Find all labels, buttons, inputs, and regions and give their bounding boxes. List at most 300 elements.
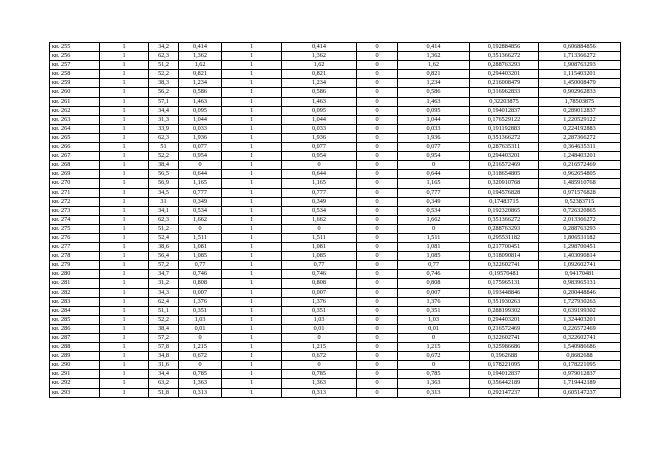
table-cell: 0,007	[282, 288, 357, 297]
table-cell: 38,4	[149, 324, 179, 333]
table-cell: 0,821	[179, 70, 222, 79]
table-cell: 1	[100, 61, 149, 70]
table-cell: 1	[100, 261, 149, 270]
table-cell: 1	[222, 79, 282, 88]
table-cell: 1	[222, 61, 282, 70]
table-cell: 0	[357, 315, 398, 324]
table-cell: кв. 280	[50, 270, 100, 279]
table-cell: 62,4	[149, 297, 179, 306]
table-cell: 34,2	[149, 43, 179, 52]
table-cell: 1	[222, 361, 282, 370]
table-cell: кв. 270	[50, 179, 100, 188]
table-row	[50, 79, 621, 88]
table-cell: 1	[222, 315, 282, 324]
table-cell: 0	[398, 161, 470, 170]
table-cell: 1,376	[398, 297, 470, 306]
table-cell: 0,322602741	[470, 334, 539, 343]
table-cell: 0,313	[282, 388, 357, 397]
table-cell: 0,954	[282, 152, 357, 161]
table-cell: 0,77	[179, 261, 222, 270]
table-cell: 1	[222, 197, 282, 206]
table-cell: 1	[100, 324, 149, 333]
table-cell: 0,349	[179, 197, 222, 206]
table-cell: 0	[282, 334, 357, 343]
table-cell: кв. 282	[50, 288, 100, 297]
table-cell: 1	[222, 388, 282, 397]
table-cell: 0,288763293	[470, 61, 539, 70]
table-cell: 56,5	[149, 170, 179, 179]
table-row	[50, 133, 621, 142]
table-cell: 0,351	[398, 306, 470, 315]
table-cell: 0,217700451	[470, 243, 539, 252]
table-cell: 1	[222, 206, 282, 215]
table-cell: 0,077	[282, 143, 357, 152]
table-cell: 1	[222, 133, 282, 142]
table-cell: 0,01	[282, 324, 357, 333]
table-cell: 1	[100, 233, 149, 242]
table-cell: 0	[398, 224, 470, 233]
table-cell: 1,363	[398, 379, 470, 388]
table-cell: 0	[357, 143, 398, 152]
table-cell: 1	[100, 79, 149, 88]
table-cell: 0,288763293	[539, 224, 621, 233]
table-cell: 0,193448846	[470, 288, 539, 297]
table-cell: 0,01	[398, 324, 470, 333]
table-cell: 0,288199302	[470, 306, 539, 315]
table-cell: 38,4	[149, 161, 179, 170]
table-cell: 1	[100, 252, 149, 261]
table-cell: 34,7	[149, 270, 179, 279]
table-cell: кв. 287	[50, 334, 100, 343]
table-row	[50, 124, 621, 133]
table-cell: кв. 257	[50, 61, 100, 70]
table-cell: 1	[222, 97, 282, 106]
table-cell: 1	[222, 143, 282, 152]
table-cell: 0,672	[179, 352, 222, 361]
table-cell: 52,4	[149, 233, 179, 242]
table-row	[50, 143, 621, 152]
table-cell: 0,216008479	[470, 79, 539, 88]
table-cell: кв. 266	[50, 143, 100, 152]
table-cell: 31	[149, 197, 179, 206]
table-cell: кв. 272	[50, 197, 100, 206]
table-cell: 0,287635311	[470, 143, 539, 152]
table-cell: 0,356442189	[470, 379, 539, 388]
table-cell: 0,007	[179, 288, 222, 297]
table-cell: 1,165	[398, 179, 470, 188]
table-cell: 0,325986686	[470, 343, 539, 352]
table-cell: кв. 275	[50, 224, 100, 233]
table-cell: 1,936	[282, 133, 357, 142]
table-cell: 0,320910768	[470, 179, 539, 188]
table-cell: 1	[100, 243, 149, 252]
table-cell: 1,662	[398, 215, 470, 224]
table-cell: 1,62	[179, 61, 222, 70]
table-row	[50, 179, 621, 188]
table-cell: 1	[100, 115, 149, 124]
table-cell: 0,821	[398, 70, 470, 79]
table-cell: 0,971576828	[539, 188, 621, 197]
table-row	[50, 252, 621, 261]
table-cell: кв. 285	[50, 315, 100, 324]
table-cell: 1,463	[282, 97, 357, 106]
table-cell: 1	[222, 224, 282, 233]
table-cell: 1,376	[282, 297, 357, 306]
table-cell: 0,316962833	[470, 88, 539, 97]
table-cell: 0	[357, 97, 398, 106]
table-row	[50, 233, 621, 242]
table-cell: 1,376	[179, 297, 222, 306]
table-cell: кв. 286	[50, 324, 100, 333]
table-cell: 0	[357, 197, 398, 206]
table-cell: 0,777	[282, 188, 357, 197]
table-cell: 1	[222, 170, 282, 179]
table-cell: 62,3	[149, 215, 179, 224]
table-cell: 0,808	[398, 279, 470, 288]
table-cell: 0	[357, 279, 398, 288]
table-cell: 0,351366272	[470, 133, 539, 142]
table-cell: 0	[282, 361, 357, 370]
table-cell: 0,414	[282, 43, 357, 52]
table-cell: 31,3	[149, 115, 179, 124]
table-cell: 1	[222, 161, 282, 170]
table-cell: 0,821	[282, 70, 357, 79]
table-cell: 62,3	[149, 133, 179, 142]
table-cell: 1	[222, 243, 282, 252]
table-cell: 1	[222, 270, 282, 279]
table-cell: 0,01	[179, 324, 222, 333]
table-cell: 0,194012837	[470, 106, 539, 115]
table-cell: 0,954	[179, 152, 222, 161]
table-cell: 1	[100, 352, 149, 361]
table-cell: кв. 292	[50, 379, 100, 388]
table-row	[50, 52, 621, 61]
table-cell: 1,62	[282, 61, 357, 70]
table-body	[50, 43, 621, 398]
table-cell: 0	[179, 161, 222, 170]
table-cell: 0,294403201	[470, 70, 539, 79]
table-cell: 1,215	[282, 343, 357, 352]
table-cell: 0,785	[179, 370, 222, 379]
table-cell: 0,351	[282, 306, 357, 315]
table-cell: 0,1962688	[470, 352, 539, 361]
table-cell: 0,349	[282, 197, 357, 206]
table-cell: 1	[100, 379, 149, 388]
table-cell: 57,2	[149, 334, 179, 343]
table-cell: 0,077	[398, 143, 470, 152]
table-cell: 1,220529122	[539, 115, 621, 124]
table-cell: 1,081	[282, 243, 357, 252]
table-cell: 0,777	[179, 188, 222, 197]
table-cell: 1	[222, 261, 282, 270]
table-cell: 0	[357, 43, 398, 52]
table-cell: 1	[100, 306, 149, 315]
table-cell: 0	[357, 224, 398, 233]
table-cell: 1	[100, 52, 149, 61]
table-cell: кв. 260	[50, 88, 100, 97]
table-cell: 1,234	[398, 79, 470, 88]
table-cell: 51,8	[149, 388, 179, 397]
table-cell: 34,3	[149, 288, 179, 297]
table-cell: 0,17483715	[470, 197, 539, 206]
table-cell: кв. 261	[50, 97, 100, 106]
table-cell: 0,313	[179, 388, 222, 397]
table-cell: кв. 291	[50, 370, 100, 379]
table-cell: 1	[222, 252, 282, 261]
table-cell: 1,662	[179, 215, 222, 224]
table-cell: 1	[100, 170, 149, 179]
table-cell: 34,4	[149, 370, 179, 379]
table-cell: 0	[357, 334, 398, 343]
table-cell: 1	[222, 324, 282, 333]
table-row	[50, 161, 621, 170]
table-cell: 52,2	[149, 70, 179, 79]
table-cell: 33,9	[149, 124, 179, 133]
table-cell: 1	[222, 124, 282, 133]
table-cell: 1,298700451	[539, 243, 621, 252]
table-cell: кв. 293	[50, 388, 100, 397]
table-cell: кв. 278	[50, 252, 100, 261]
table-cell: 1,044	[282, 115, 357, 124]
table-cell: кв. 276	[50, 233, 100, 242]
table-cell: 0	[357, 179, 398, 188]
table-cell: 1	[100, 224, 149, 233]
table-cell: 0,033	[282, 124, 357, 133]
table-cell: 0,534	[282, 206, 357, 215]
table-cell: 0	[179, 334, 222, 343]
table-cell: 0,534	[179, 206, 222, 215]
table-cell: 0,313	[398, 388, 470, 397]
table-cell: 0,033	[398, 124, 470, 133]
table-cell: 0,644	[179, 170, 222, 179]
table-cell: 0,077	[179, 143, 222, 152]
table-cell: 1	[222, 279, 282, 288]
table-cell: 1,248403201	[539, 152, 621, 161]
table-cell: 1	[222, 188, 282, 197]
table-cell: 0,292147237	[470, 388, 539, 397]
table-cell: 1	[100, 370, 149, 379]
table-cell: 0,226572469	[539, 324, 621, 333]
table-cell: кв. 267	[50, 152, 100, 161]
table-cell: 1	[222, 233, 282, 242]
table-cell: 0	[179, 361, 222, 370]
table-cell: кв. 273	[50, 206, 100, 215]
table-cell: 1,540986686	[539, 343, 621, 352]
table-cell: 1	[100, 279, 149, 288]
table-cell: 0,672	[282, 352, 357, 361]
table-cell: 1	[100, 188, 149, 197]
table-cell: 0,033	[179, 124, 222, 133]
table-cell: 1,463	[179, 97, 222, 106]
table-cell: 1,03	[398, 315, 470, 324]
table-cell: 1,234	[179, 79, 222, 88]
table-cell: 0	[357, 297, 398, 306]
table-cell: 0,77	[282, 261, 357, 270]
table-row	[50, 243, 621, 252]
table-cell: 1	[100, 70, 149, 79]
table-cell: 1,362	[179, 52, 222, 61]
table-cell: 0,176529122	[470, 115, 539, 124]
table-cell: 1	[100, 215, 149, 224]
table-cell: 0,294403201	[470, 152, 539, 161]
table-row	[50, 215, 621, 224]
table-cell: 1	[100, 334, 149, 343]
table-cell: 1,044	[179, 115, 222, 124]
table-cell: 1,215	[398, 343, 470, 352]
table-row	[50, 115, 621, 124]
table-cell: 56,4	[149, 252, 179, 261]
table-cell: 1	[222, 370, 282, 379]
table-cell: 1	[222, 297, 282, 306]
table-cell: кв. 268	[50, 161, 100, 170]
table-cell: 1,62	[398, 61, 470, 70]
table-cell: 57,1	[149, 97, 179, 106]
table-cell: 0,785	[398, 370, 470, 379]
table-cell: кв. 256	[50, 52, 100, 61]
table-cell: 0	[357, 361, 398, 370]
table-cell: 1,081	[179, 243, 222, 252]
table-cell: 0,007	[398, 288, 470, 297]
table-cell: 0	[357, 124, 398, 133]
table-cell: 0,954	[398, 152, 470, 161]
table-cell: 0,746	[179, 270, 222, 279]
table-cell: 1	[222, 43, 282, 52]
table-cell: 1	[222, 288, 282, 297]
table-cell: 2,287366272	[539, 133, 621, 142]
table-cell: кв. 262	[50, 106, 100, 115]
table-cell: 1,085	[179, 252, 222, 261]
table-row	[50, 324, 621, 333]
table-cell: 0,94170481	[539, 270, 621, 279]
table-cell: кв. 277	[50, 243, 100, 252]
table-cell: 0,746	[398, 270, 470, 279]
table-cell: 1,03	[282, 315, 357, 324]
table-cell: 34,8	[149, 352, 179, 361]
table-cell: 0	[357, 379, 398, 388]
table-row	[50, 106, 621, 115]
table-cell: 0,726320865	[539, 206, 621, 215]
table-cell: 0	[357, 215, 398, 224]
table-cell: 0,351366272	[470, 215, 539, 224]
table-row	[50, 88, 621, 97]
table-cell: 57,8	[149, 343, 179, 352]
table-cell: 1	[100, 288, 149, 297]
table-cell: 0	[357, 133, 398, 142]
table-cell: 0	[357, 206, 398, 215]
table-cell: 0,746	[282, 270, 357, 279]
table-cell: 1,044	[398, 115, 470, 124]
table-cell: 31,6	[149, 361, 179, 370]
table-cell: 0,095	[282, 106, 357, 115]
table-cell: 0,902962833	[539, 88, 621, 97]
table-cell: 1,081	[398, 243, 470, 252]
table-cell: 0,32203875	[470, 97, 539, 106]
table-cell: 0,192320865	[470, 206, 539, 215]
table-cell: 0	[357, 70, 398, 79]
table-cell: 0,672	[398, 352, 470, 361]
table-cell: 0	[357, 79, 398, 88]
table-row	[50, 70, 621, 79]
table-cell: 0,318654805	[470, 170, 539, 179]
table-cell: 1	[100, 152, 149, 161]
table-cell: 0,216572469	[470, 324, 539, 333]
table-cell: 0,606884856	[539, 43, 621, 52]
table-cell: 52,2	[149, 315, 179, 324]
table-cell: 1,719442189	[539, 379, 621, 388]
table-row	[50, 188, 621, 197]
table-cell: 0,224192883	[539, 124, 621, 133]
table-cell: 0,808	[282, 279, 357, 288]
table-cell: 0,351930263	[470, 297, 539, 306]
table-cell: 1,662	[282, 215, 357, 224]
table-row	[50, 388, 621, 397]
table-cell: 0,349	[398, 197, 470, 206]
table-cell: 0	[357, 306, 398, 315]
table-cell: кв. 265	[50, 133, 100, 142]
table-row	[50, 315, 621, 324]
table-cell: 0,289012837	[539, 106, 621, 115]
table-cell: 1,78503875	[539, 97, 621, 106]
table-row	[50, 306, 621, 315]
table-cell: 0,192884856	[470, 43, 539, 52]
table-cell: 1,511	[398, 233, 470, 242]
table-cell: 52,2	[149, 152, 179, 161]
table-cell: 0,8682688	[539, 352, 621, 361]
table-row	[50, 297, 621, 306]
table-cell: 0	[357, 370, 398, 379]
table-cell: 0	[357, 261, 398, 270]
table-row	[50, 170, 621, 179]
table-cell: 1	[100, 124, 149, 133]
table-cell: 1,511	[179, 233, 222, 242]
table-row	[50, 61, 621, 70]
table-cell: 1,085	[398, 252, 470, 261]
table-cell: 0,322602741	[539, 334, 621, 343]
table-cell: 1,362	[398, 52, 470, 61]
table-cell: 0,605147237	[539, 388, 621, 397]
table-cell: 0,175965131	[470, 279, 539, 288]
table-cell: кв. 259	[50, 79, 100, 88]
table-cell: 0	[357, 106, 398, 115]
table-cell: 1,234	[282, 79, 357, 88]
table-cell: 1,363	[179, 379, 222, 388]
table-cell: 0,216572469	[470, 161, 539, 170]
table-cell: 2,013366272	[539, 215, 621, 224]
table-cell: 1	[100, 343, 149, 352]
table-cell: 0,534	[398, 206, 470, 215]
table-cell: 0	[357, 243, 398, 252]
table-cell: кв. 271	[50, 188, 100, 197]
table-cell: 62,3	[149, 52, 179, 61]
table-cell: 1,485910768	[539, 179, 621, 188]
table-cell: 0	[357, 115, 398, 124]
table-cell: 63,2	[149, 379, 179, 388]
table-cell: 51	[149, 143, 179, 152]
table-cell: кв. 289	[50, 352, 100, 361]
table-cell: 1,215	[179, 343, 222, 352]
table-cell: 57,2	[149, 261, 179, 270]
table-cell: кв. 281	[50, 279, 100, 288]
table-cell: 31,2	[149, 279, 179, 288]
table-cell: 0	[357, 270, 398, 279]
table-cell: 1	[100, 297, 149, 306]
table-cell: 1,713366272	[539, 52, 621, 61]
table-row	[50, 288, 621, 297]
table-cell: 0,351	[179, 306, 222, 315]
table-cell: 0,364635311	[539, 143, 621, 152]
table-row	[50, 370, 621, 379]
table-cell: 0,414	[398, 43, 470, 52]
